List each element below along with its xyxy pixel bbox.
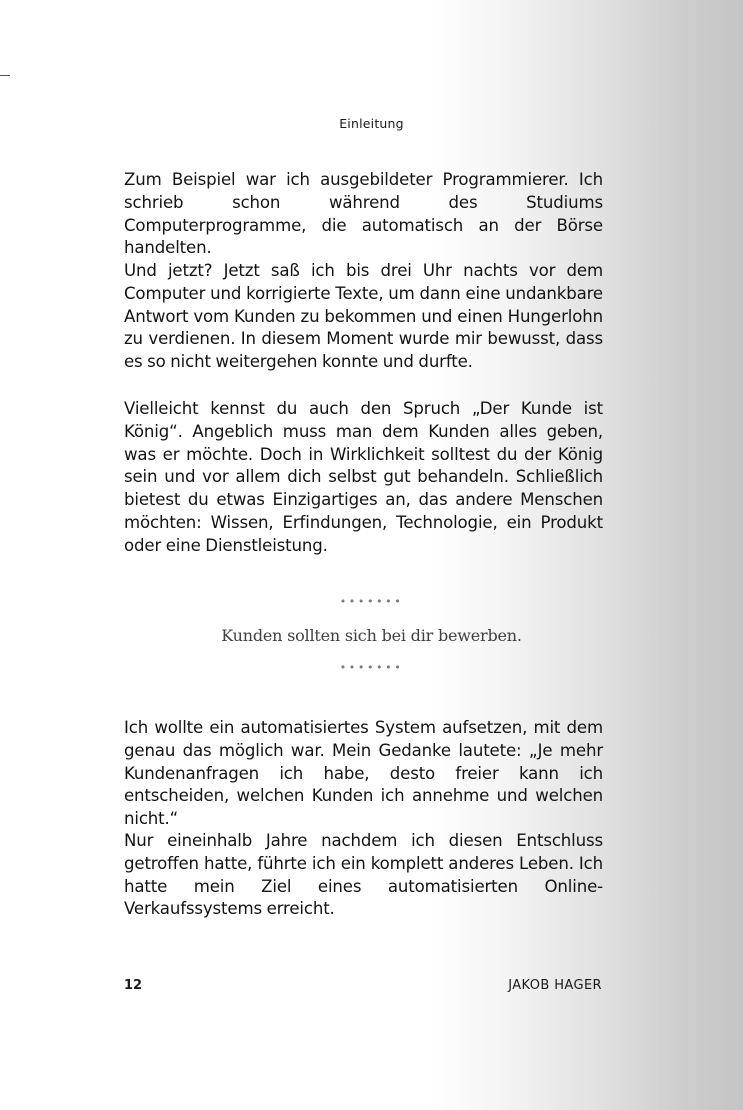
page-number: 12: [124, 978, 143, 993]
paragraph-1: Zum Beispiel war ich ausgebildeter Programmierer. Ich schrieb schon während des Studiums Computerprogramme, die automatisch an der Börse handelten.: [124, 170, 603, 258]
ornament-dots-bottom: •••••••: [339, 661, 404, 674]
paragraph-4: Ich wollte ein automatisiertes System aufsetzen, mit dem genau das möglich war. Mein Gedanke lautete: „Je mehr Kundenanfragen ich habe, desto freier kann ich entscheiden, welchen Kunden ich annehme und welchen nicht.“: [124, 718, 603, 829]
paragraph-3: Vielleicht kennst du auch den Spruch „Der Kunde ist König“. Angeblich muss man dem Kunden alles geben, was er möchte. Doch in Wirklichkeit solltest du der König sein und vor allem dich selbst gut behandeln. Schließlich bietest du etwas Einzigartiges an, das andere Menschen möchten: Wissen, Erfindungen, Technologie, ein Produkt oder eine Dienstleistung.: [124, 399, 603, 555]
paragraph-2: Und jetzt? Jetzt saß ich bis drei Uhr nachts vor dem Computer und korrigierte Texte, um dann eine undankbare Antwort vom Kunden zu bekommen und einen Hungerlohn zu verdienen. In diesem Moment wurde mir bewusst, dass es so nicht weitergehen konnte und durfte.: [124, 261, 603, 372]
crop-mark: [0, 75, 10, 76]
running-head: Einleitung: [339, 116, 404, 131]
pull-quote: Kunden sollten sich bei dir bewerben.: [221, 626, 522, 645]
ornament-dots-top: •••••••: [339, 595, 404, 608]
paragraph-5: Nur eineinhalb Jahre nachdem ich diesen Entschluss getroffen hatte, führte ich ein komplett anderes Leben. Ich hatte mein Ziel eines automatisierten Online-Verkaufssystems erreicht.: [124, 831, 603, 919]
author-name: JAKOB HAGER: [508, 978, 602, 993]
